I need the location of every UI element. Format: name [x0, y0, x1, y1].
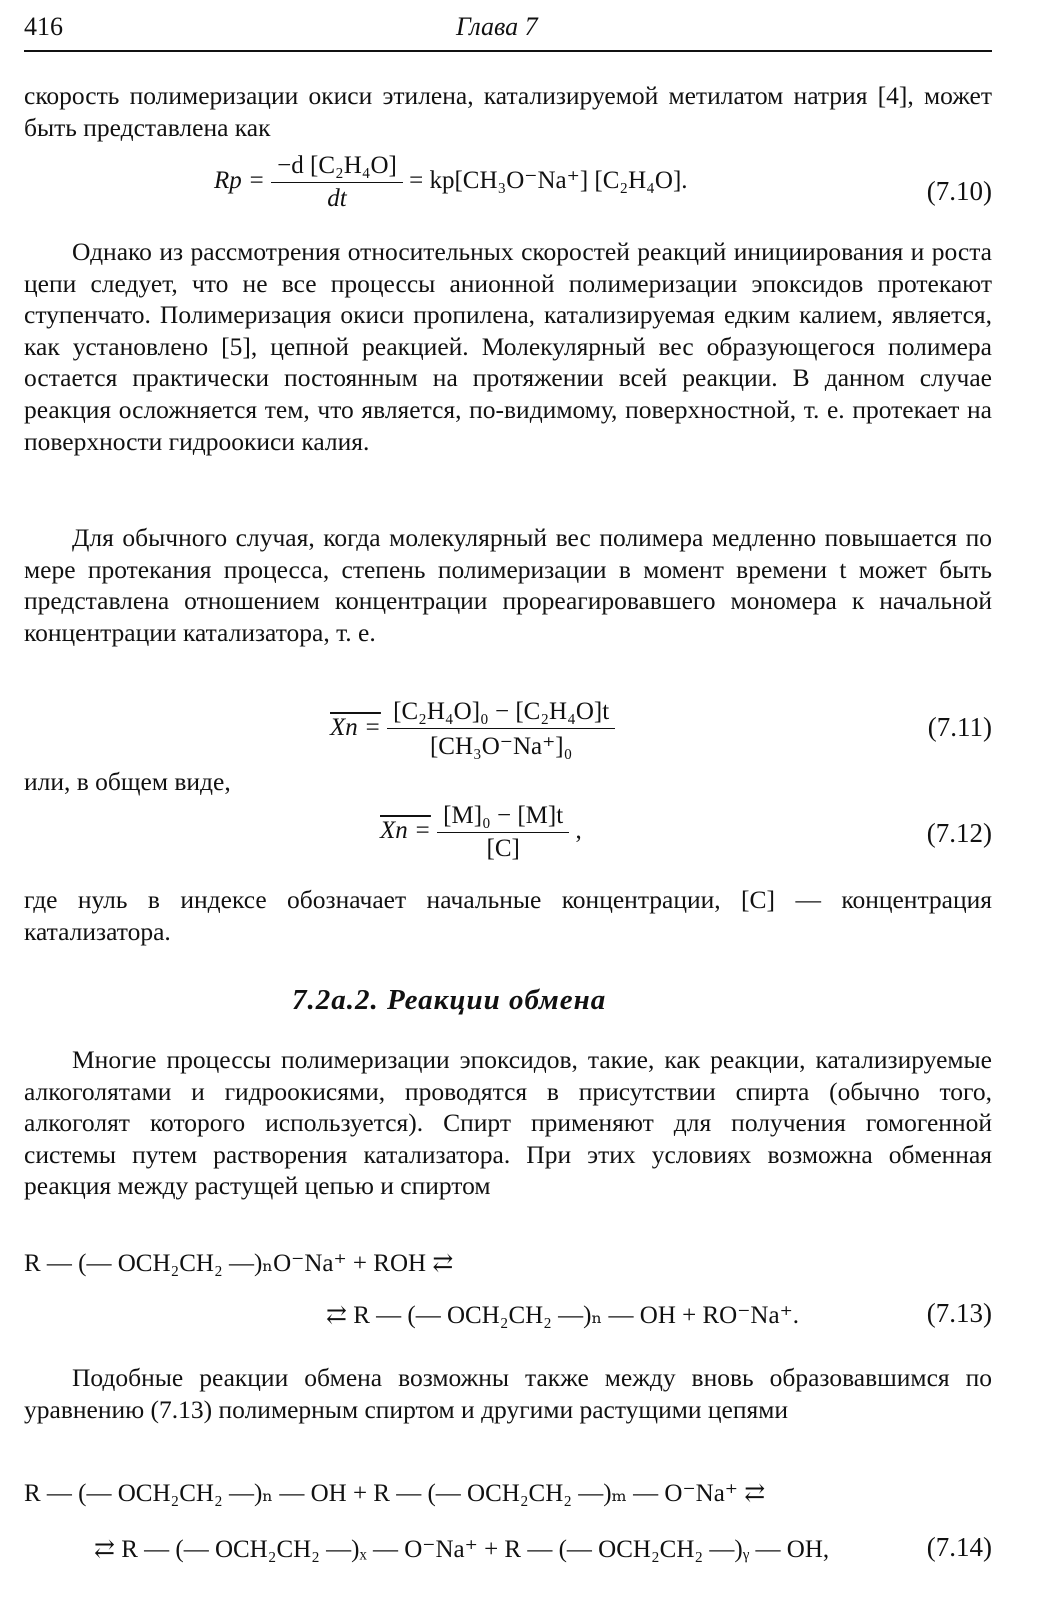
equation-7-13-line-2: ⇄ R — (— OCH₂CH₂ —)ₙ — OH + RO⁻Na⁺. — [326, 1302, 800, 1329]
eq711-fraction — [387, 698, 615, 761]
equation-7-12 — [380, 802, 582, 863]
paragraph-4: или, в общем виде, — [24, 767, 231, 796]
equation-number-7-11: (7.11) — [927, 712, 992, 742]
page-number: 416 — [24, 12, 63, 41]
running-header — [24, 12, 992, 46]
header-rule — [24, 50, 992, 52]
paragraph-6: Многие процессы полимеризации эпоксидов, такие, как реакции, катализируемые алкоголятами и гидроокисями, проводятся в присутствии спирта (обычно того, алкоголят которого используется). Спирт применяют для получения гомогенной системы путем растворения катализатора. При этих условиях возможна обменная реакция между растущей цепью и спиртом — [24, 1045, 992, 1201]
paragraph-2: Однако из рассмотрения относительных скоростей реакций инициирования и роста цепи следует, что не все процессы анионной полимеризации эпоксидов протекают ступенчато. Полимеризация окиси пропилена, катализируемая едким калием, является, как установлено [5], цепной реакцией. Молекулярный вес образующегося полимера остается практически постоянным на протяжении всей реакции. В данном случае реакция осложняется тем, что является, по-видимому, поверхностной, т. е. протекает на поверхности гидроокиси калия. — [24, 237, 992, 456]
eq712-tail: , — [575, 817, 582, 845]
paragraph-7: Подобные реакции обмена возможны также между вновь образовавшимся по уравнению (7.13) полимерным спиртом и другими растущими цепями — [24, 1363, 992, 1424]
paragraph-5: где нуль в индексе обозначает начальные концентрации, [C] — концентрация катализатора. — [24, 885, 992, 946]
equation-number-7-13: (7.13) — [926, 1298, 992, 1328]
eq712-denominator: [C] — [486, 835, 520, 862]
equation-number-7-14: (7.14) — [926, 1532, 992, 1562]
eq711-lhs: Xn = — [330, 714, 381, 742]
chapter-title: Глава 7 — [456, 12, 538, 41]
paragraph-1: скорость полимеризации окиси этилена, катализируемой метилатом натрия [4], может быть представлена как — [24, 81, 992, 142]
eq712-numerator: [M]₀ − [M]t — [437, 802, 569, 833]
eq711-numerator: [C₂H₄O]₀ − [C₂H₄O]t — [387, 698, 615, 729]
book-page — [24, 6, 992, 1596]
equation-7-10 — [214, 152, 688, 213]
eq710-denominator: dt — [327, 185, 347, 212]
equation-7-11 — [330, 698, 615, 761]
eq712-fraction — [437, 802, 569, 863]
equation-7-14-line-2: ⇄ R — (— OCH₂CH₂ —)ₓ — O⁻Na⁺ + R — (— OCH₂CH₂ —)ᵧ — OH, — [94, 1536, 830, 1563]
paragraph-3: Для обычного случая, когда молекулярный вес полимера медленно повышается по мере протекания процесса, степень полимеризации в момент времени t может быть представлена отношением концентрации прореагировавшего мономера к начальной концентрации катализатора, т. е. — [24, 523, 992, 647]
eq710-fraction — [271, 152, 403, 213]
section-heading: 7.2а.2. Реакции обмена — [292, 984, 607, 1016]
equation-number-7-10: (7.10) — [926, 176, 992, 206]
eq710-numerator: −d [C₂H₄O] — [271, 152, 403, 183]
equation-7-13-line-1: R — (— OCH₂CH₂ —)ₙO⁻Na⁺ + ROH ⇄ — [24, 1250, 454, 1277]
eq712-lhs: Xn = — [380, 817, 431, 845]
equation-7-14-line-1: R — (— OCH₂CH₂ —)ₙ — OH + R — (— OCH₂CH₂ —)ₘ — O⁻Na⁺ ⇄ — [24, 1480, 766, 1507]
eq711-denominator: [CH₃O⁻Na⁺]₀ — [429, 733, 573, 760]
eq710-lhs: Rp = — [214, 167, 265, 195]
equation-number-7-12: (7.12) — [926, 818, 992, 848]
eq710-rhs: = kp[CH₃O⁻Na⁺] [C₂H₄O]. — [409, 167, 688, 195]
